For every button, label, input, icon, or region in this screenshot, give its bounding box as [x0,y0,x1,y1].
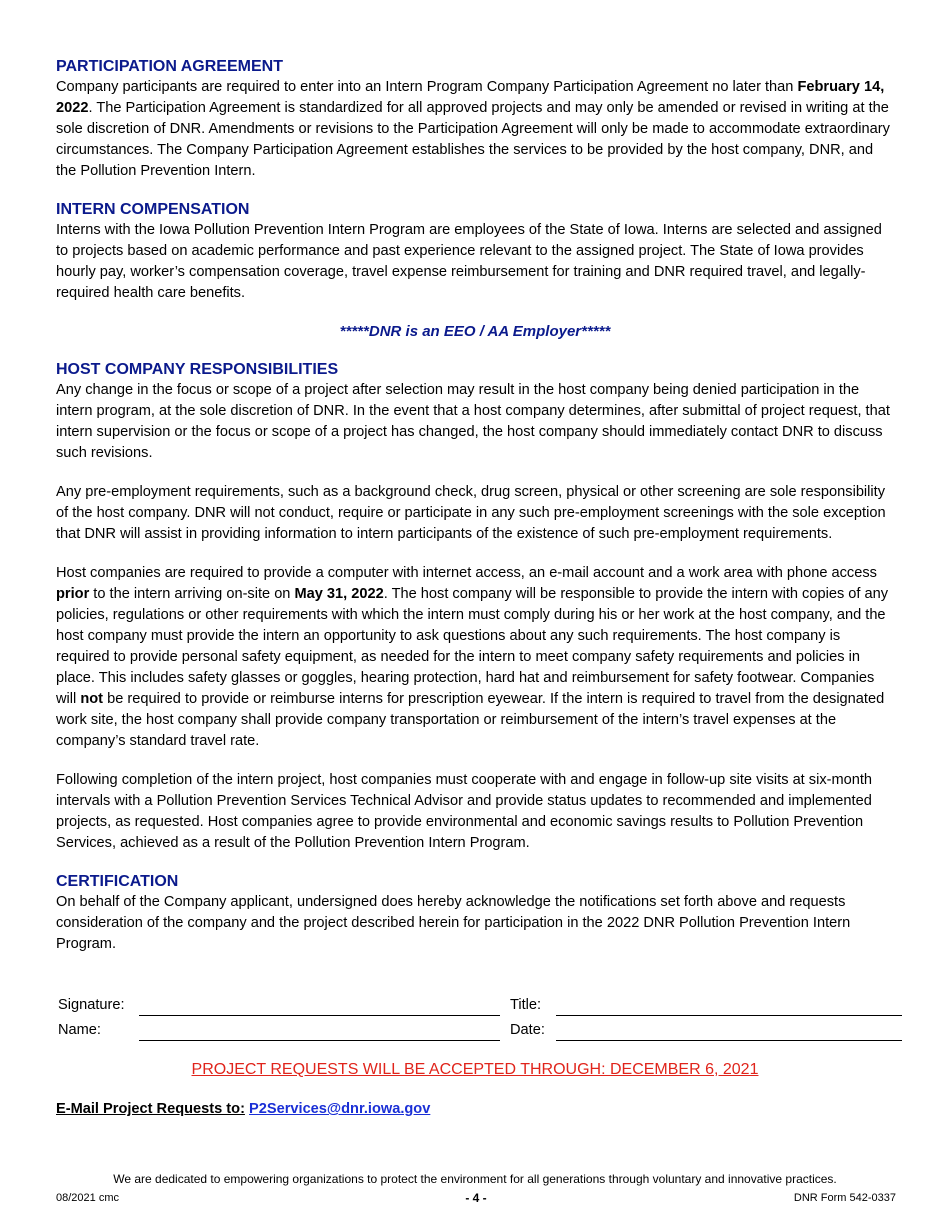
signature-row [56,997,902,1021]
email-label: E-Mail Project Requests to: [56,1101,245,1117]
email-link[interactable]: P2Services@dnr.iowa.gov [249,1101,431,1117]
host-arrival-date: May 31, 2022 [294,586,384,602]
signature-label: Signature: [58,997,125,1013]
host-paragraph-3 [56,563,894,752]
eeo-statement: *****DNR is an EEO / AA Employer***** [339,323,611,340]
footer-revision: 08/2021 cmc [56,1192,119,1204]
date-label: Date: [510,1022,545,1038]
host-paragraph-1: Any change in the focus or scope of a project after selection may result in the host company being denied participation in the intern program, at the sole discretion of DNR. In the event that a host company determines, after submittal of project request, that intern supervision or the focus or scope of a project has changed, the host company should immediately contact DNR to discuss such revisions. [56,382,890,461]
name-row [56,1022,902,1046]
compensation-heading: INTERN COMPENSATION [56,201,250,218]
participation-heading: PARTICIPATION AGREEMENT [56,58,283,75]
certification-heading: CERTIFICATION [56,873,179,890]
certification-text: On behalf of the Company applicant, undersigned does hereby acknowledge the notifications set forth above and requests consideration of the company and the project described herein for participation in the 2022 DNR Pollution Prevention Intern Program. [56,894,851,952]
name-label: Name: [58,1022,101,1038]
footer-tagline: We are dedicated to empowering organizations to protect the environment for all generations through voluntary and innovative practices. [113,1172,837,1186]
footer [56,1192,896,1208]
host-text-part: to the intern arriving on-site on [89,586,295,602]
host-emphasis-prior: prior [56,586,90,602]
host-heading: HOST COMPANY RESPONSIBILITIES [56,361,339,378]
host-text-part: . The host company will be responsible to provide the intern with copies of any policies, regulations or other requirements with which the intern must comply during his or her work at the host company, and the host company must provide the intern an opportunity to ask questions about any such requirements. The host company is required to provide personal safety equipment, as needed for the intern to meet company safety requirements and policies in place. This includes safety glasses or goggles, hearing protection, hard hat and reimbursement for safety footwear. Companies will [56,586,889,707]
deadline-notice: PROJECT REQUESTS WILL BE ACCEPTED THROUGH: DECEMBER 6, 2021 [191,1061,759,1078]
signature-field[interactable] [139,997,500,1016]
host-text-part: Host companies are required to provide a computer with internet access, an e-mail account and a work area with phone access [56,565,877,581]
form-number: DNR Form 542-0337 [793,1192,896,1204]
participation-deadline-date: February 14, 2022 [56,79,885,116]
name-field[interactable] [139,1022,500,1041]
participation-text [56,77,894,182]
participation-text-part: . The Participation Agreement is standardized for all approved projects and may only be amended or revised in writing at the sole discretion of DNR. Amendments or revisions to the Participation Agreement will only be made to accommodate extraordinary circumstances. The Company Participation Agreement establishes the services to be provided by the host company, DNR, and the Pollution Prevention Intern. [56,100,890,179]
title-label: Title: [510,997,542,1013]
date-field[interactable] [556,1022,902,1041]
compensation-text: Interns with the Iowa Pollution Prevention Intern Program are employees of the State of Iowa. Interns are selected and assigned to projects based on academic performance and past experience relevant to the assigned project. The State of Iowa provides hourly pay, worker’s compensation coverage, travel expense reimbursement for training and DNR required travel, and legally-required health care benefits. [56,222,882,301]
email-line [56,1101,430,1117]
participation-text-part: Company participants are required to enter into an Intern Program Company Participation Agreement no later than [56,79,798,95]
host-emphasis-not: not [80,691,104,707]
host-text-part: be required to provide or reimburse interns for prescription eyewear. If the intern is required to travel from the designated work site, the host company shall provide company transportation or reimbursement of the intern’s travel expenses at the company’s standard travel rate. [56,691,885,749]
host-paragraph-2: Any pre-employment requirements, such as a background check, drug screen, physical or other screening are sole responsibility of the host company. DNR will not conduct, require or participate in any such pre-employment screenings with the sole exception that DNR will assist in providing information to intern participants of the existence of such pre-employment requirements. [56,484,886,542]
title-field[interactable] [556,997,902,1016]
page-number: - 4 - [465,1191,487,1205]
document-body [56,56,894,955]
host-paragraph-4: Following completion of the intern project, host companies must cooperate with and engage in follow-up site visits at six-month intervals with a Pollution Prevention Services Technical Advisor and provide status updates to recommended and implemented projects, as requested. Host companies agree to provide environmental and economic savings results to Pollution Prevention Services, achieved as a result of the Pollution Prevention Intern Program. [56,772,873,851]
